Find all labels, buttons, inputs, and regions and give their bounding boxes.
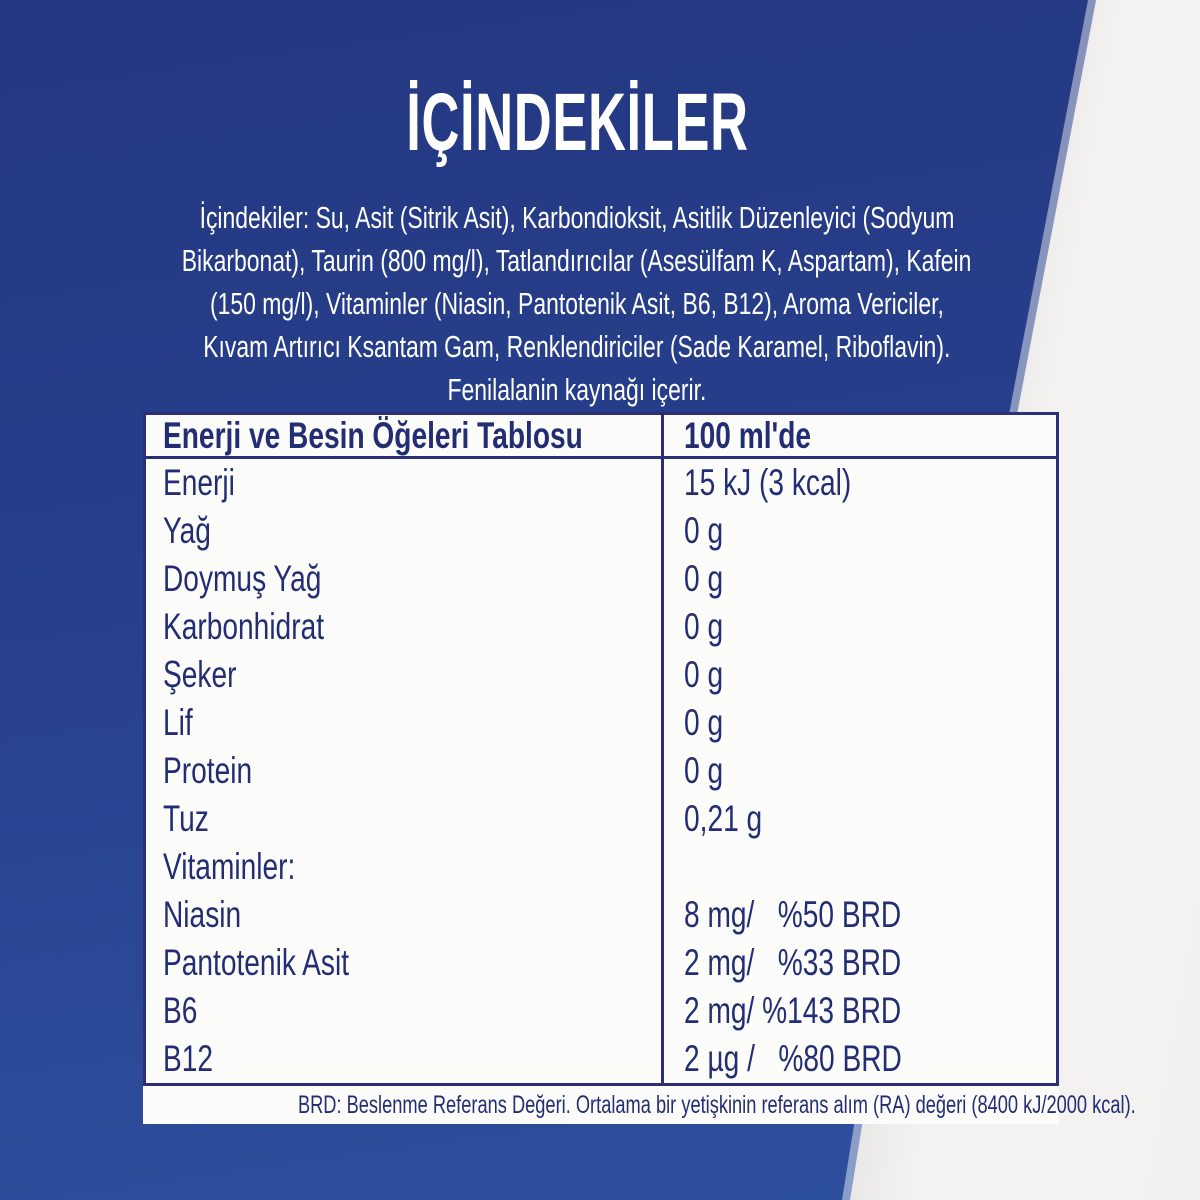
nutrient-label-text: Vitaminler: bbox=[163, 846, 296, 887]
nutrient-value bbox=[661, 747, 1056, 795]
nutrient-label-text: Lif bbox=[163, 702, 193, 743]
ingredients-line bbox=[0, 325, 1154, 368]
nutrient-value bbox=[661, 939, 1056, 987]
table-row bbox=[146, 843, 1056, 891]
footnote bbox=[143, 1086, 1136, 1124]
nutrient-value-text: 0 g bbox=[684, 558, 724, 599]
nutrient-label bbox=[146, 891, 661, 939]
table-row bbox=[146, 747, 1056, 795]
nutrition-header-right bbox=[661, 415, 1056, 457]
nutrient-label bbox=[146, 747, 661, 795]
nutrient-label bbox=[146, 699, 661, 747]
nutrient-value-text: 8 mg/ %50 BRD bbox=[684, 894, 902, 935]
ingredients-title-text: İÇİNDEKİLER bbox=[405, 77, 749, 168]
nutrient-value bbox=[661, 699, 1056, 747]
nutrient-value bbox=[661, 507, 1056, 555]
ingredients-line bbox=[0, 239, 1154, 282]
table-row bbox=[146, 1035, 1056, 1083]
footnote-text: BRD: Beslenme Referans Değeri. Ortalama bir yetişkinin referans alım (RA) değeri (8400 kJ/2000 kcal). bbox=[297, 1091, 1136, 1119]
table-row bbox=[146, 651, 1056, 699]
nutrient-label-text: Yağ bbox=[163, 510, 211, 551]
table-row bbox=[146, 603, 1056, 651]
ingredients-line-text: İçindekiler: Su, Asit (Sitrik Asit), Karbondioksit, Asitlik Düzenleyici (Sodyum bbox=[199, 200, 955, 235]
nutrition-table-header bbox=[146, 415, 1056, 459]
ingredients-paragraph bbox=[0, 196, 1154, 411]
nutrient-label-text: Pantotenik Asit bbox=[163, 942, 350, 983]
nutrient-value-text: 0,21 g bbox=[684, 798, 763, 839]
ingredients-line-text: (150 mg/l), Vitaminler (Niasin, Pantotenik Asit, B6, B12), Aroma Vericiler, bbox=[210, 286, 944, 321]
nutrient-value bbox=[661, 603, 1056, 651]
nutrient-label-text: Doymuş Yağ bbox=[163, 558, 322, 599]
nutrient-value bbox=[661, 987, 1056, 1035]
nutrient-value-text: 0 g bbox=[684, 606, 724, 647]
nutrient-label bbox=[146, 651, 661, 699]
nutrient-value-text: 15 kJ (3 kcal) bbox=[684, 462, 852, 503]
nutrient-label-text: Tuz bbox=[163, 798, 209, 839]
nutrient-value bbox=[661, 651, 1056, 699]
nutrient-label-text: Şeker bbox=[163, 654, 237, 695]
nutrition-header-right-text: 100 ml'de bbox=[684, 415, 812, 456]
table-row bbox=[146, 507, 1056, 555]
nutrient-label-text: Niasin bbox=[163, 894, 242, 935]
nutrient-value-text: 2 mg/ %143 BRD bbox=[684, 990, 902, 1031]
nutrition-table bbox=[143, 412, 1059, 1086]
ingredients-line bbox=[0, 282, 1154, 325]
nutrient-label bbox=[146, 939, 661, 987]
nutrient-label-text: Enerji bbox=[163, 462, 235, 503]
table-row bbox=[146, 555, 1056, 603]
nutrient-value-text: 2 mg/ %33 BRD bbox=[684, 942, 902, 983]
ingredients-line bbox=[0, 196, 1154, 239]
nutrient-label bbox=[146, 507, 661, 555]
nutrient-value-text: 0 g bbox=[684, 654, 724, 695]
nutrient-label bbox=[146, 1035, 661, 1083]
nutrient-label bbox=[146, 459, 661, 507]
nutrient-value-text: 2 µg / %80 BRD bbox=[684, 1038, 902, 1079]
table-row bbox=[146, 699, 1056, 747]
table-row bbox=[146, 795, 1056, 843]
nutrient-label bbox=[146, 555, 661, 603]
nutrient-label-text: Karbonhidrat bbox=[163, 606, 325, 647]
ingredients-line-text: Fenilalanin kaynağı içerir. bbox=[447, 372, 707, 407]
nutrient-value-text: 0 g bbox=[684, 702, 724, 743]
nutrient-label bbox=[146, 843, 661, 891]
nutrient-label bbox=[146, 603, 661, 651]
nutrient-value-text: 0 g bbox=[684, 750, 724, 791]
table-row bbox=[146, 939, 1056, 987]
ingredients-line bbox=[0, 368, 1154, 411]
nutrient-value bbox=[661, 459, 1056, 507]
ingredients-title bbox=[0, 76, 1154, 170]
ingredients-line-text: Bikarbonat), Taurin (800 mg/l), Tatlandırıcılar (Asesülfam K, Aspartam), Kafein bbox=[182, 243, 972, 278]
nutrition-header-left-text: Enerji ve Besin Öğeleri Tablosu bbox=[163, 415, 583, 456]
nutrient-label-text: B6 bbox=[163, 990, 198, 1031]
nutrition-header-left bbox=[146, 415, 661, 457]
nutrient-label bbox=[146, 987, 661, 1035]
nutrient-value bbox=[661, 795, 1056, 843]
table-row bbox=[146, 987, 1056, 1035]
nutrient-value bbox=[661, 1035, 1056, 1083]
table-row bbox=[146, 891, 1056, 939]
nutrient-value bbox=[661, 843, 1056, 891]
ingredients-line-text: Kıvam Artırıcı Ksantam Gam, Renklendiriciler (Sade Karamel, Riboflavin). bbox=[203, 329, 951, 364]
nutrient-value-text: 0 g bbox=[684, 510, 724, 551]
nutrient-label-text: Protein bbox=[163, 750, 253, 791]
nutrient-value bbox=[661, 891, 1056, 939]
nutrient-value bbox=[661, 555, 1056, 603]
nutrient-label bbox=[146, 795, 661, 843]
table-row bbox=[146, 459, 1056, 507]
nutrient-label-text: B12 bbox=[163, 1038, 214, 1079]
